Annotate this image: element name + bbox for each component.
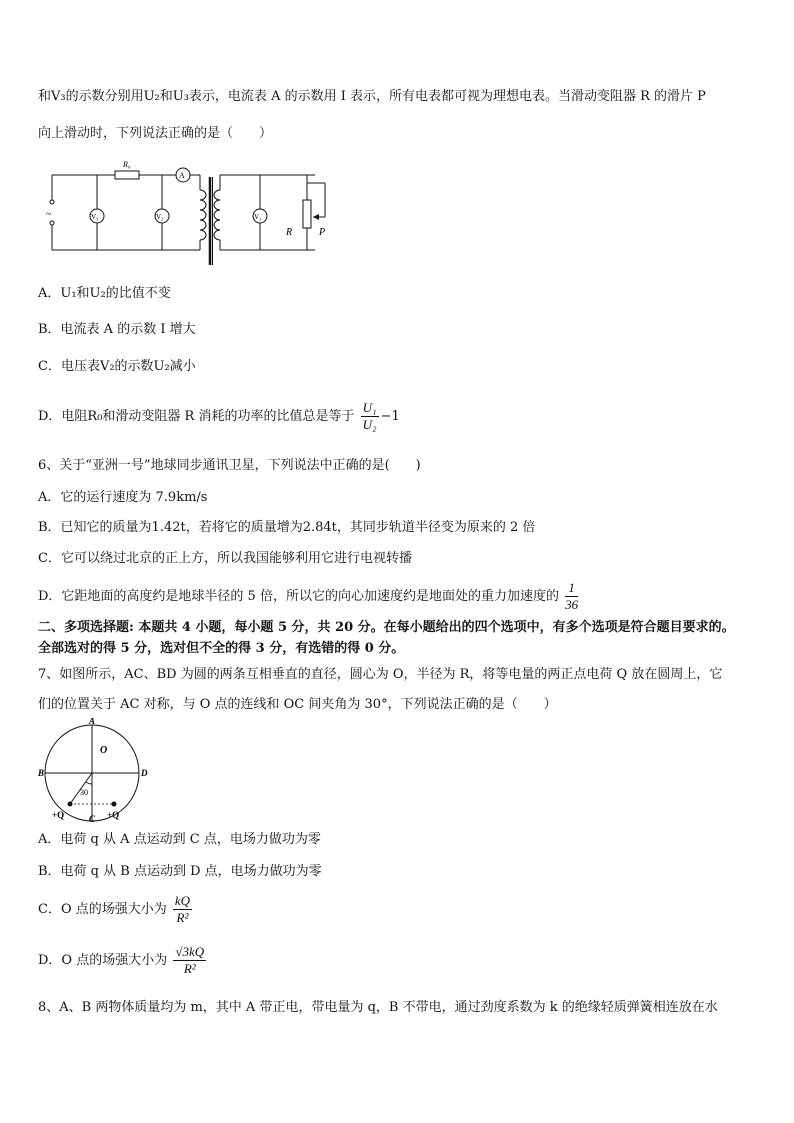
- q5-stem-line2: 向上滑动时，下列说法正确的是（ ）: [38, 126, 273, 141]
- section2-line2: 全部选对的得 5 分，选对但不全的得 3 分，有选错的得 0 分。: [38, 641, 405, 656]
- q5-option-d-suffix: −1: [380, 409, 400, 424]
- q5-option-a: A．U₁和U₂的比值不变: [38, 286, 171, 301]
- section2-line1: 二、多项选择题: 本题共 4 小题，每小题 5 分，共 20 分。在每小题给出的四个选项中，有多个选项是符合题目要求的。: [38, 620, 735, 635]
- q7-option-c-text: C．O 点的场强大小为: [38, 902, 167, 917]
- angle-label: 30: [80, 788, 88, 797]
- q6-stem: 6、关于“亚洲一号”地球同步通讯卫星，下列说法中正确的是( ): [38, 458, 421, 473]
- q5-option-b: B．电流表 A 的示数 I 增大: [38, 322, 196, 337]
- q5-stem-line1: 和V₃的示数分别用U₂和U₃表示，电流表 A 的示数用 I 表示，所有电表都可视为理想电表。当滑动变阻器 R 的滑片 P: [38, 89, 706, 104]
- point-c-label: C: [89, 814, 96, 824]
- charge-left-dot: [68, 802, 73, 807]
- q6-option-d-fraction: [565, 580, 578, 613]
- charge-right-label: +Q: [107, 810, 120, 820]
- q7-stem-line1: 7、如图所示，AC、BD 为圆的两条互相垂直的直径，圆心为 O，半径为 R，将等电量的两正点电荷 Q 放在圆周上，它: [38, 667, 723, 682]
- q6-option-c: C．它可以绕过北京的正上方，所以我国能够利用它进行电视转播: [38, 551, 412, 566]
- q6-option-d-text: D．它距地面的高度约是地球半径的 5 倍，所以它的向心加速度约是地面处的重力加速度的: [38, 589, 559, 604]
- q6-option-b: B．已知它的质量为1.42t，若将它的质量增为2.84t，其同步轨道半径变为原来的 2 倍: [38, 520, 536, 535]
- q5-option-d-text: D．电阻R₀和滑动变阻器 R 消耗的功率的比值总是等于: [38, 409, 355, 424]
- q7-option-a: A．电荷 q 从 A 点运动到 C 点，电场力做功为零: [38, 832, 321, 847]
- fraction-numerator: U₁: [362, 400, 377, 415]
- r-label: R: [286, 227, 293, 238]
- q8-stem: 8、A、B 两物体质量均为 m，其中 A 带正电，带电量为 q，B 不带电，通过劲度系数为 k 的绝缘轻质弹簧相连放在水: [38, 1000, 718, 1015]
- q5-option-c: C．电压表V₂的示数U₂减小: [38, 359, 196, 374]
- v2-label: V₂: [156, 213, 164, 221]
- q7-option-c-fraction: [173, 893, 192, 926]
- fraction-denominator: U₂: [362, 417, 377, 432]
- q6-option-d: [38, 580, 580, 613]
- transformer-circuit-diagram: [40, 155, 340, 270]
- q7-stem-line2: 们的位置关于 AC 对称，与 O 点的连线和 OC 间夹角为 30°，下列说法正确的是（ ）: [38, 697, 557, 712]
- v1-label: V₁: [254, 213, 262, 221]
- point-o-label: O: [100, 745, 108, 756]
- v3-label: V₃: [91, 213, 99, 221]
- charge-right-dot: [112, 802, 117, 807]
- fraction-numerator: kQ: [174, 893, 191, 908]
- circle-charges-diagram: [38, 718, 163, 826]
- p-label: P: [319, 227, 326, 238]
- ammeter-label: A: [179, 171, 185, 180]
- q7-option-c: [38, 893, 194, 926]
- q7-option-d-text: D．O 点的场强大小为: [38, 953, 168, 968]
- r0-label: R₀: [123, 160, 131, 169]
- q5-option-d-fraction: [361, 400, 379, 433]
- point-a-label: A: [89, 718, 96, 726]
- q7-option-b: B．电荷 q 从 B 点运动到 D 点，电场力做功为零: [38, 864, 322, 879]
- q5-option-d: [38, 400, 400, 433]
- ac-source-symbol: ~: [46, 209, 52, 220]
- q6-option-a: A．它的运行速度为 7.9km/s: [38, 490, 208, 505]
- fraction-denominator: 36: [565, 597, 579, 612]
- fraction-denominator: R²: [183, 961, 196, 976]
- point-b-label: B: [38, 768, 45, 778]
- fraction-numerator: 1: [565, 580, 578, 597]
- point-d-label: D: [141, 768, 148, 778]
- fraction-numerator: √3kQ: [175, 944, 205, 959]
- q7-option-d: [38, 944, 208, 977]
- q7-option-d-fraction: [173, 944, 206, 977]
- charge-left-label: +Q: [52, 810, 65, 820]
- fraction-denominator: R²: [176, 910, 189, 925]
